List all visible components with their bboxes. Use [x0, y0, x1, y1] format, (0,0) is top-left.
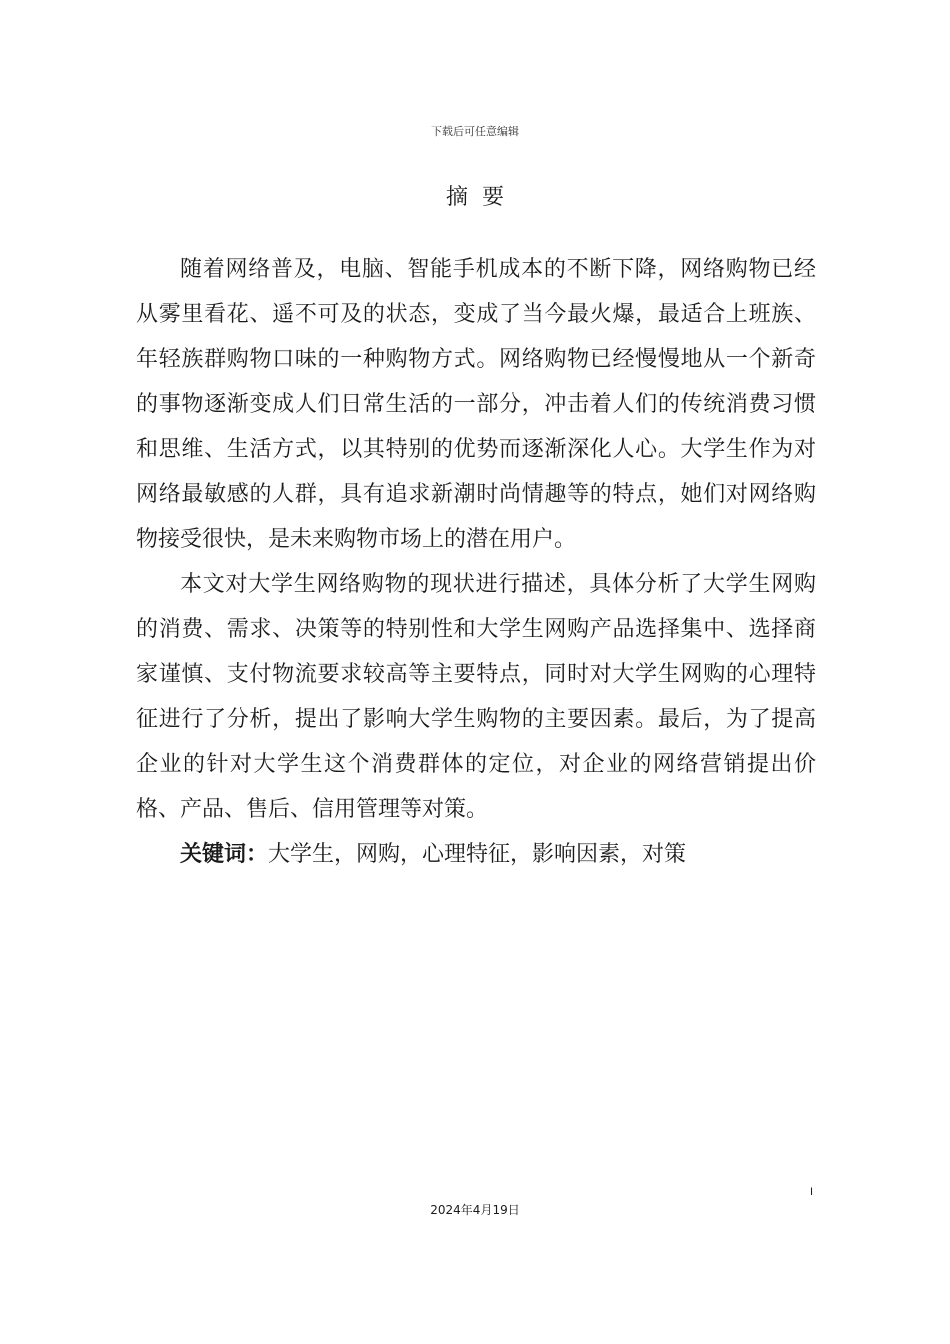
- keywords-value: 大学生，网购，心理特征，影响因素，对策: [268, 842, 687, 867]
- abstract-paragraph-1: 随着网络普及，电脑、智能手机成本的不断下降，网络购物已经从雾里看花、遥不可及的状态，变成了当今最火爆，最适合上班族、年轻族群购物口味的一种购物方式。网络购物已经慢慢地从一个新奇的事物逐渐变成人们日常生活的一部分，冲击着人们的传统消费习惯和思维、生活方式，以其特别的优势而逐渐深化人心。大学生作为对网络最敏感的人群，具有追求新潮时尚情趣等的特点，她们对网络购物接受很快，是未来购物市场上的潜在用户。: [136, 257, 816, 552]
- page-number: I: [810, 1186, 814, 1198]
- header-note: 下载后可任意编辑: [431, 125, 519, 138]
- abstract-paragraph-2: 本文对大学生网络购物的现状进行描述，具体分析了大学生网购的消费、需求、决策等的特别性和大学生网购产品选择集中、选择商家谨慎、支付物流要求较高等主要特点，同时对大学生网购的心理特征进行了分析，提出了影响大学生购物的主要因素。最后，为了提高企业的针对大学生这个消费群体的定位，对企业的网络营销提出价格、产品、售后、信用管理等对策。: [136, 572, 816, 822]
- footer-date: 2024年4月19日: [430, 1203, 520, 1217]
- page-title: 摘要: [445, 185, 518, 210]
- keywords-line: [136, 832, 816, 877]
- keywords-label: 关键词：: [180, 842, 269, 867]
- abstract-body: [136, 247, 816, 877]
